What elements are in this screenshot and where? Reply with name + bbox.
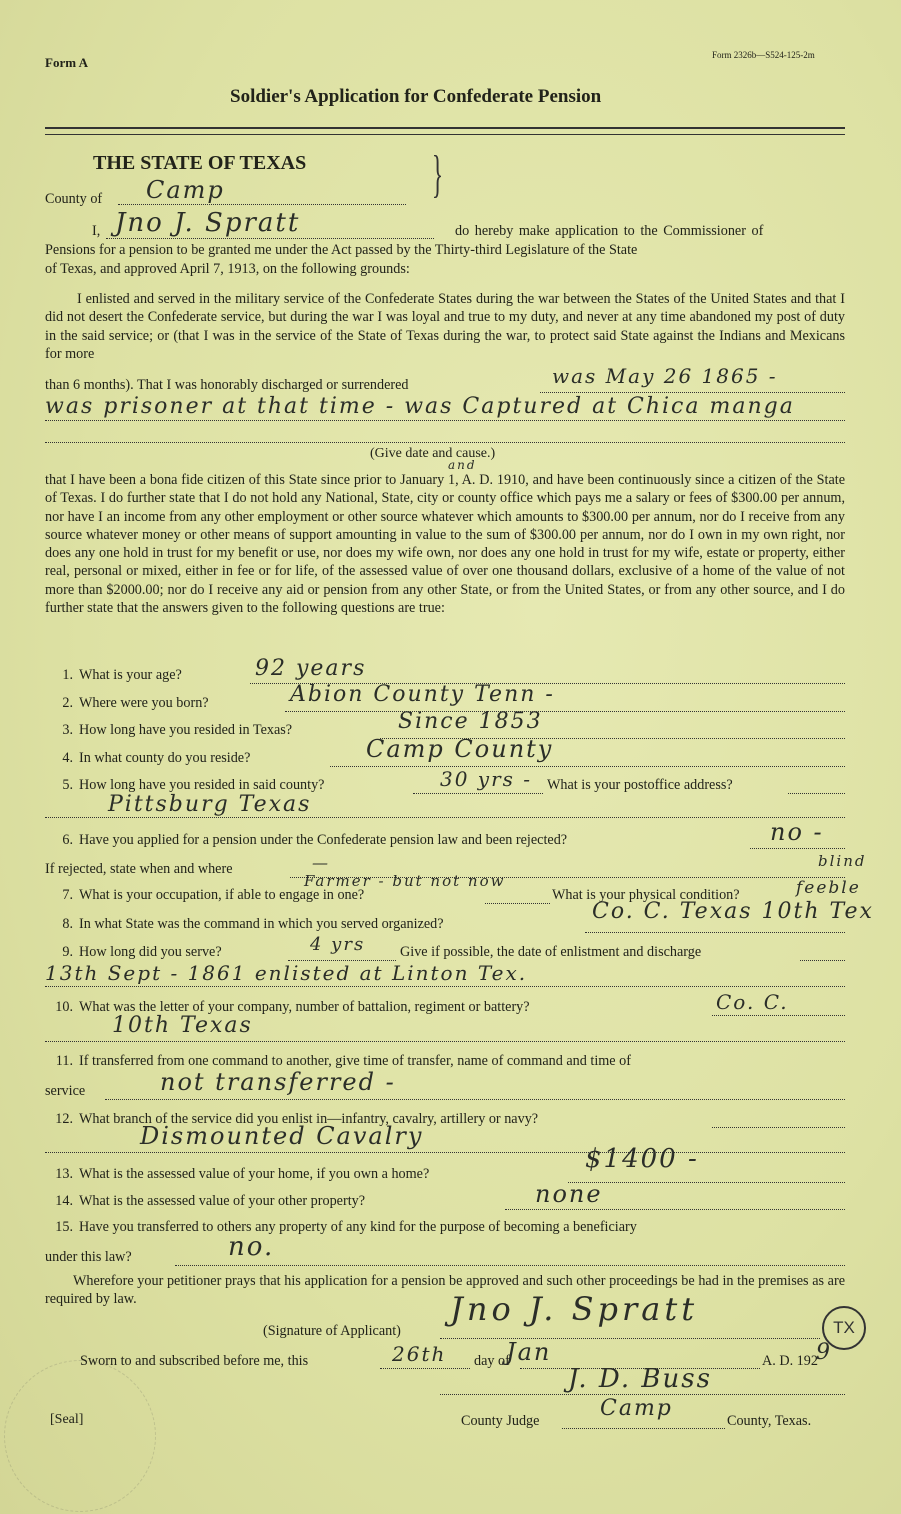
day-value: 26th	[392, 1342, 447, 1366]
answer-8: Co. C. Texas 10th Tex	[592, 899, 874, 924]
answer-line-9b	[800, 960, 845, 961]
answer-rejected: —	[312, 853, 330, 872]
answer-line-9c	[45, 986, 845, 987]
citizen-insert-and: and	[448, 458, 477, 472]
county-texas-label: County, Texas.	[727, 1413, 812, 1429]
year-value: 9	[816, 1340, 832, 1365]
question-14: 14. What is the assessed value of your other property?	[55, 1193, 366, 1209]
answer-line-12b	[45, 1152, 845, 1153]
name-line	[106, 238, 434, 239]
answer-line-10a	[712, 1015, 845, 1016]
intro-line3: of Texas, and approved April 7, 1913, on the following grounds:	[45, 261, 410, 277]
answer-line-11	[105, 1099, 845, 1100]
answer-2: Abion County Tenn -	[290, 682, 555, 707]
ad-label: A. D. 192	[762, 1353, 818, 1369]
judge-county-line	[562, 1428, 725, 1429]
question-9: 9. How long did you serve?	[62, 944, 222, 960]
question-15: 15. Have you transferred to others any property of any kind for the purpose of becoming a beneficiary	[55, 1219, 637, 1235]
answer-10-line2: 10th Texas	[112, 1013, 253, 1038]
discharge-value: was May 26 1865 -	[552, 364, 778, 388]
answer-5-postoffice: Pittsburg Texas	[108, 792, 312, 817]
answer-1: 92 years	[255, 656, 367, 681]
answer-line-10b	[45, 1041, 845, 1042]
discharge-line3	[45, 442, 845, 443]
question-1: 1. What is your age?	[62, 667, 182, 683]
signature-label: (Signature of Applicant)	[263, 1323, 401, 1339]
judge-label: County Judge	[461, 1413, 540, 1429]
question-2: 2. Where were you born?	[62, 695, 209, 711]
citizen-paragraph: that I have been a bona fide citizen of this State since prior to January 1, A. D. 1910, and have been continuously since a citizen of the State of Texas. I do further state that I do not hold any National, State, city or county office which pays me a salary or fees of $300.00 per annum, nor have I an income from any other employment or other source whatever which amounts to $300.00 per annum, nor do I receive from any source whatever money or other means of support amounting in value to the sum of $300.00 per annum, nor do I own in my own right, nor does any one hold in trust for my benefit or use, nor does my wife own, nor does any one hold in trust for my wife, estate or property, either real, personal or mixed, either in fee or for life, of the assessed value of over one thousand dollars, exclusive of a home of the value of not more than $2000.00; nor do I receive any aid or pension from any other State, or from the United States, or from any other source, and I do further state that the answers given to the following questions are true:	[45, 472, 845, 617]
question-7-condition: What is your physical condition?	[552, 887, 740, 903]
answer-line-5c	[45, 817, 845, 818]
question-10: 10. What was the letter of your company, number of battalion, regiment or battery?	[55, 999, 530, 1015]
judge-signature-line	[440, 1394, 845, 1395]
seal-label: [Seal]	[50, 1412, 84, 1427]
answer-7: Farmer - but not now	[304, 872, 506, 890]
answer-12: Dismounted Cavalry	[140, 1122, 424, 1150]
answer-11: not transferred -	[160, 1068, 396, 1096]
tx-stamp-icon: TX	[822, 1306, 866, 1350]
sworn-label: Sworn to and subscribed before me, this	[80, 1353, 309, 1369]
intro-line1: do hereby make application to the Commissioner of	[455, 223, 764, 239]
county-value: Camp	[146, 176, 225, 204]
county-label: County of	[45, 191, 103, 207]
signature-line	[440, 1338, 820, 1339]
applicant-signature: Jno J. Spratt	[450, 1290, 699, 1328]
day-line	[380, 1368, 470, 1369]
form-label: Form A	[45, 55, 88, 70]
answer-line-5a	[413, 793, 543, 794]
answer-line-14	[505, 1209, 845, 1210]
answer-line-15	[175, 1265, 845, 1266]
question-4: 4. In what county do you reside?	[62, 750, 251, 766]
day-label: day of	[474, 1353, 510, 1369]
intro-line2: Pensions for a pension to be granted me under the Act passed by the Thirty-third Legislature of the State	[45, 242, 638, 258]
judge-county: Camp	[600, 1396, 673, 1421]
answer-6: no -	[770, 818, 824, 846]
discharge-line2	[45, 420, 845, 421]
question-rejected: If rejected, state when and where	[45, 861, 233, 877]
question-9-dates: Give if possible, the date of enlistment and discharge	[400, 944, 702, 960]
question-5: 5. How long have you resided in said county?	[62, 777, 325, 793]
discharge-cause: was prisoner at that time - was Captured at Chica manga	[45, 394, 795, 419]
answer-line-8	[585, 932, 845, 933]
answer-15: no.	[228, 1232, 275, 1262]
answer-7-condition-b: blind	[818, 852, 867, 870]
answer-3: Since 1853	[398, 709, 543, 734]
answer-line-12a	[712, 1127, 845, 1128]
month-value: Jan	[506, 1338, 552, 1366]
wherefore-paragraph: Wherefore your petitioner prays that his application for a pension be approved and such other proceedings be had in the premises as are required by law.	[45, 1273, 845, 1308]
state-heading: THE STATE OF TEXAS	[93, 152, 307, 174]
question-3: 3. How long have you resided in Texas?	[62, 722, 293, 738]
answer-line-5b	[788, 793, 845, 794]
answer-line-13	[568, 1182, 845, 1183]
discharge-label: than 6 months). That I was honorably discharged or surrendered	[45, 377, 409, 393]
answer-9: 4 yrs	[310, 934, 366, 955]
answer-13: $1400 -	[585, 1144, 699, 1174]
intro-i: I,	[92, 223, 101, 239]
form-code: Form 2326b—S524-125-2m	[712, 50, 815, 60]
header-rule-thick	[45, 127, 845, 129]
give-date-note: (Give date and cause.)	[370, 446, 496, 461]
page-title: Soldier's Application for Confederate Pension	[230, 86, 602, 107]
question-7: 7. What is your occupation, if able to engage in one?	[62, 887, 365, 903]
discharge-line	[540, 392, 845, 393]
question-12: 12. What branch of the service did you enlist in—infantry, cavalry, artillery or navy?	[55, 1111, 539, 1127]
enlist-paragraph: I enlisted and served in the military service of the Confederate States during the war between the States of the United States and that I did not desert the Confederate service, but during the war I was loyal and true to my duty, and never at any time abandoned my post of duty in the said service; or (that I was in the service of the State of Texas during the war, to protect said State against the Indians and Mexicans for more	[45, 291, 845, 362]
question-11-cont: service	[45, 1083, 86, 1099]
question-11: 11. If transferred from one command to another, give time of transfer, name of command and time of	[55, 1053, 631, 1069]
question-6: 6. Have you applied for a pension under the Confederate pension law and been rejected?	[62, 832, 568, 848]
answer-line-6	[750, 848, 845, 849]
answer-line-4	[330, 766, 845, 767]
answer-10: Co. C.	[716, 990, 789, 1014]
county-line	[118, 204, 406, 205]
question-5-postoffice: What is your postoffice address?	[547, 777, 733, 793]
answer-line-7a	[485, 903, 550, 904]
brace-glyph: }	[431, 146, 444, 203]
question-15-cont: under this law?	[45, 1249, 132, 1265]
applicant-name: Jno J. Spratt	[115, 208, 301, 238]
question-8: 8. In what State was the command in which you served organized?	[62, 916, 444, 932]
answer-line-2	[285, 711, 845, 712]
header-rule-thin	[45, 134, 845, 135]
answer-5: 30 yrs -	[440, 767, 533, 791]
question-13: 13. What is the assessed value of your home, if you own a home?	[55, 1166, 430, 1182]
judge-signature: J. D. Buss	[568, 1364, 712, 1394]
answer-7-condition: feeble	[796, 878, 861, 898]
answer-9-dates: 13th Sept - 1861 enlisted at Linton Tex.	[45, 961, 528, 985]
embossed-seal-watermark	[4, 1360, 156, 1512]
answer-4: Camp County	[366, 735, 554, 763]
answer-14: none	[535, 1180, 603, 1208]
